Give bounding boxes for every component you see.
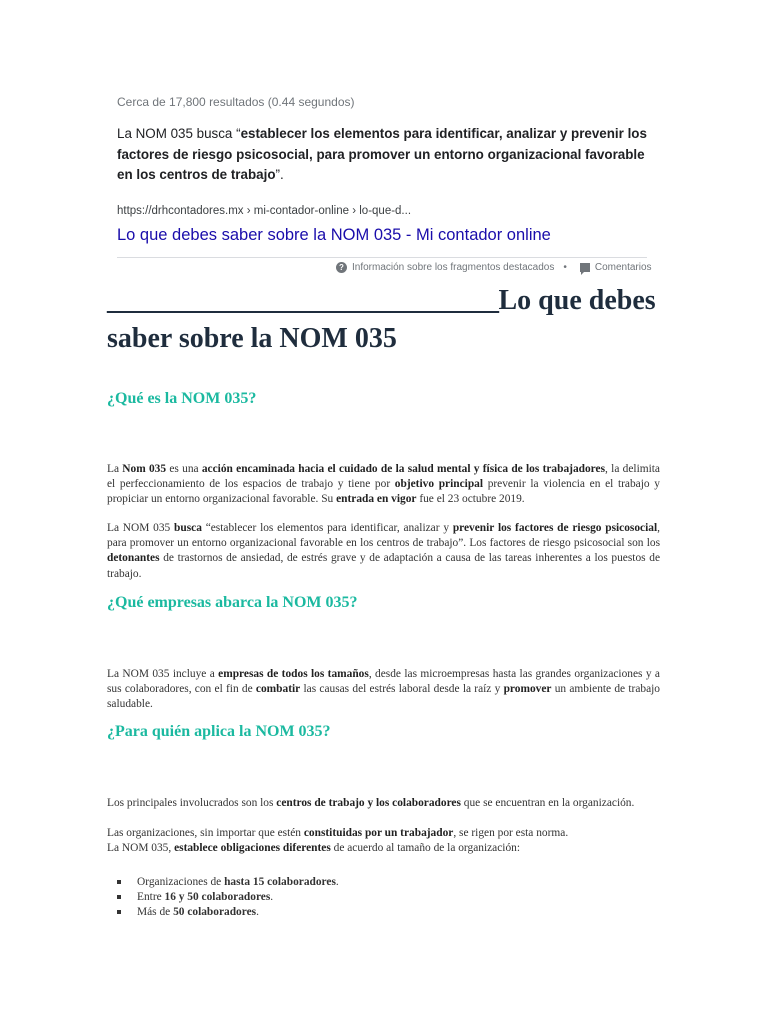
- square-bullet-icon: [117, 895, 121, 899]
- text: un ambiente de trabajo saludable.: [107, 683, 660, 711]
- section-heading-que-empresas: ¿Qué empresas abarca la NOM 035?: [107, 594, 358, 611]
- paragraph-para-quien-3: [107, 841, 660, 856]
- size-bullet-list: [117, 875, 339, 921]
- text: las causas del estrés laboral desde la raíz y: [300, 683, 504, 696]
- text-bold: establece obligaciones diferentes: [174, 842, 331, 854]
- paragraph-para-quien-1: [107, 796, 660, 811]
- text: Entre: [137, 891, 165, 904]
- text: .: [270, 891, 274, 904]
- text-bold: hasta 15 colaboradores: [224, 876, 336, 888]
- text: “establecer los elementos para identificar, analizar y: [201, 522, 453, 534]
- title-underline-dashes: _____________________________: [107, 285, 499, 316]
- section-heading-que-es: ¿Qué es la NOM 035?: [107, 390, 257, 407]
- paragraph-que-es-2: [107, 521, 660, 582]
- text: , la delimita el perfeccionamiento de los espacios de trabajo y tiene por: [107, 463, 660, 491]
- divider: [117, 257, 647, 258]
- text: , se rigen por esta norma.: [453, 827, 569, 839]
- text-bold: combatir: [255, 683, 301, 696]
- text: prevenir la violencia en el trabajo y propiciar un entorno organizacional favorable. Su: [107, 478, 660, 506]
- text: es una: [166, 463, 202, 475]
- text: .: [256, 906, 259, 919]
- title-text: Lo que debes saber sobre la NOM 035: [107, 285, 656, 354]
- result-stats: Cerca de 17,800 resultados (0.44 segundos): [117, 95, 355, 109]
- text: que se encuentran en la organización.: [460, 797, 635, 809]
- page-title: [107, 282, 667, 358]
- text-bold: promover: [503, 683, 552, 696]
- comments-link[interactable]: Comentarios: [594, 262, 652, 273]
- text-bold: busca: [174, 522, 202, 534]
- snippet-bold: establecer los elementos para identificar, analizar y prevenir los factores de riesgo psicosocial, para promover un entorno organizacional favorable en los centros de trabajo: [117, 126, 647, 182]
- square-bullet-icon: [117, 910, 121, 914]
- text-bold: 50 colaboradores: [173, 906, 257, 919]
- list-item: [117, 875, 339, 890]
- text-bold: Nom 035: [122, 463, 167, 475]
- paragraph-que-es-1: [107, 462, 660, 508]
- help-icon[interactable]: ?: [336, 262, 347, 273]
- feedback-icon[interactable]: [580, 263, 590, 272]
- snippet-prefix: La NOM 035 busca “: [117, 126, 241, 141]
- text-bold: objetivo principal: [394, 478, 484, 491]
- text: Más de: [137, 906, 174, 919]
- featured-snippet: [117, 124, 647, 186]
- text: Los principales involucrados son los: [107, 797, 277, 809]
- text: La NOM 035 incluye a: [107, 668, 219, 680]
- section-heading-para-quien: ¿Para quién aplica la NOM 035?: [107, 723, 331, 740]
- text: de trastornos de ansiedad, de estrés grave y de adaptación a causa de las tareas inherentes a los puestos de trabajo.: [107, 552, 660, 580]
- text-bold: acción encaminada hacia el cuidado de la salud mental y física de los trabajadores: [201, 463, 606, 475]
- paragraph-que-empresas: [107, 667, 660, 713]
- text: , para promover un entorno organizacional favorable en los centros de trabajo”. Los factores de riesgo psicosocial son los: [107, 522, 660, 550]
- text-bold: detonantes: [107, 552, 160, 565]
- text-bold: constituidas por un trabajador: [303, 827, 454, 839]
- square-bullet-icon: [117, 880, 121, 884]
- result-url[interactable]: https://drhcontadores.mx › mi-contador-online › lo-que-d...: [117, 205, 412, 217]
- snippet-suffix: ”.: [275, 167, 284, 182]
- featured-snippets-info-link[interactable]: Información sobre los fragmentos destacados: [352, 262, 555, 273]
- text: Las organizaciones, sin importar que estén: [107, 827, 304, 839]
- text: fue el 23 octubre 2019.: [416, 493, 525, 506]
- snippet-feedback-bar: [336, 262, 652, 273]
- separator-dot: •: [563, 262, 567, 273]
- text: , desde las microempresas hasta las grandes organizaciones y a sus colaboradores, con el fin de: [107, 668, 660, 696]
- list-item: [117, 890, 339, 905]
- text: La: [107, 463, 123, 475]
- text-bold: empresas de todos los tamaños: [218, 668, 369, 680]
- text: Organizaciones de: [137, 876, 225, 888]
- paragraph-para-quien-2: [107, 826, 660, 841]
- text-bold: entrada en vigor: [336, 493, 417, 506]
- text-bold: 16 y 50 colaboradores: [164, 891, 271, 904]
- list-item: [117, 905, 339, 920]
- result-title-link[interactable]: Lo que debes saber sobre la NOM 035 - Mi contador online: [117, 226, 551, 244]
- text: .: [335, 876, 339, 888]
- text: de acuerdo al tamaño de la organización:: [330, 842, 521, 854]
- text: La NOM 035: [107, 522, 175, 534]
- text: La NOM 035,: [107, 842, 175, 854]
- text-bold: prevenir los factores de riesgo psicosocial: [452, 522, 658, 534]
- text-bold: centros de trabajo y los colaboradores: [276, 797, 461, 809]
